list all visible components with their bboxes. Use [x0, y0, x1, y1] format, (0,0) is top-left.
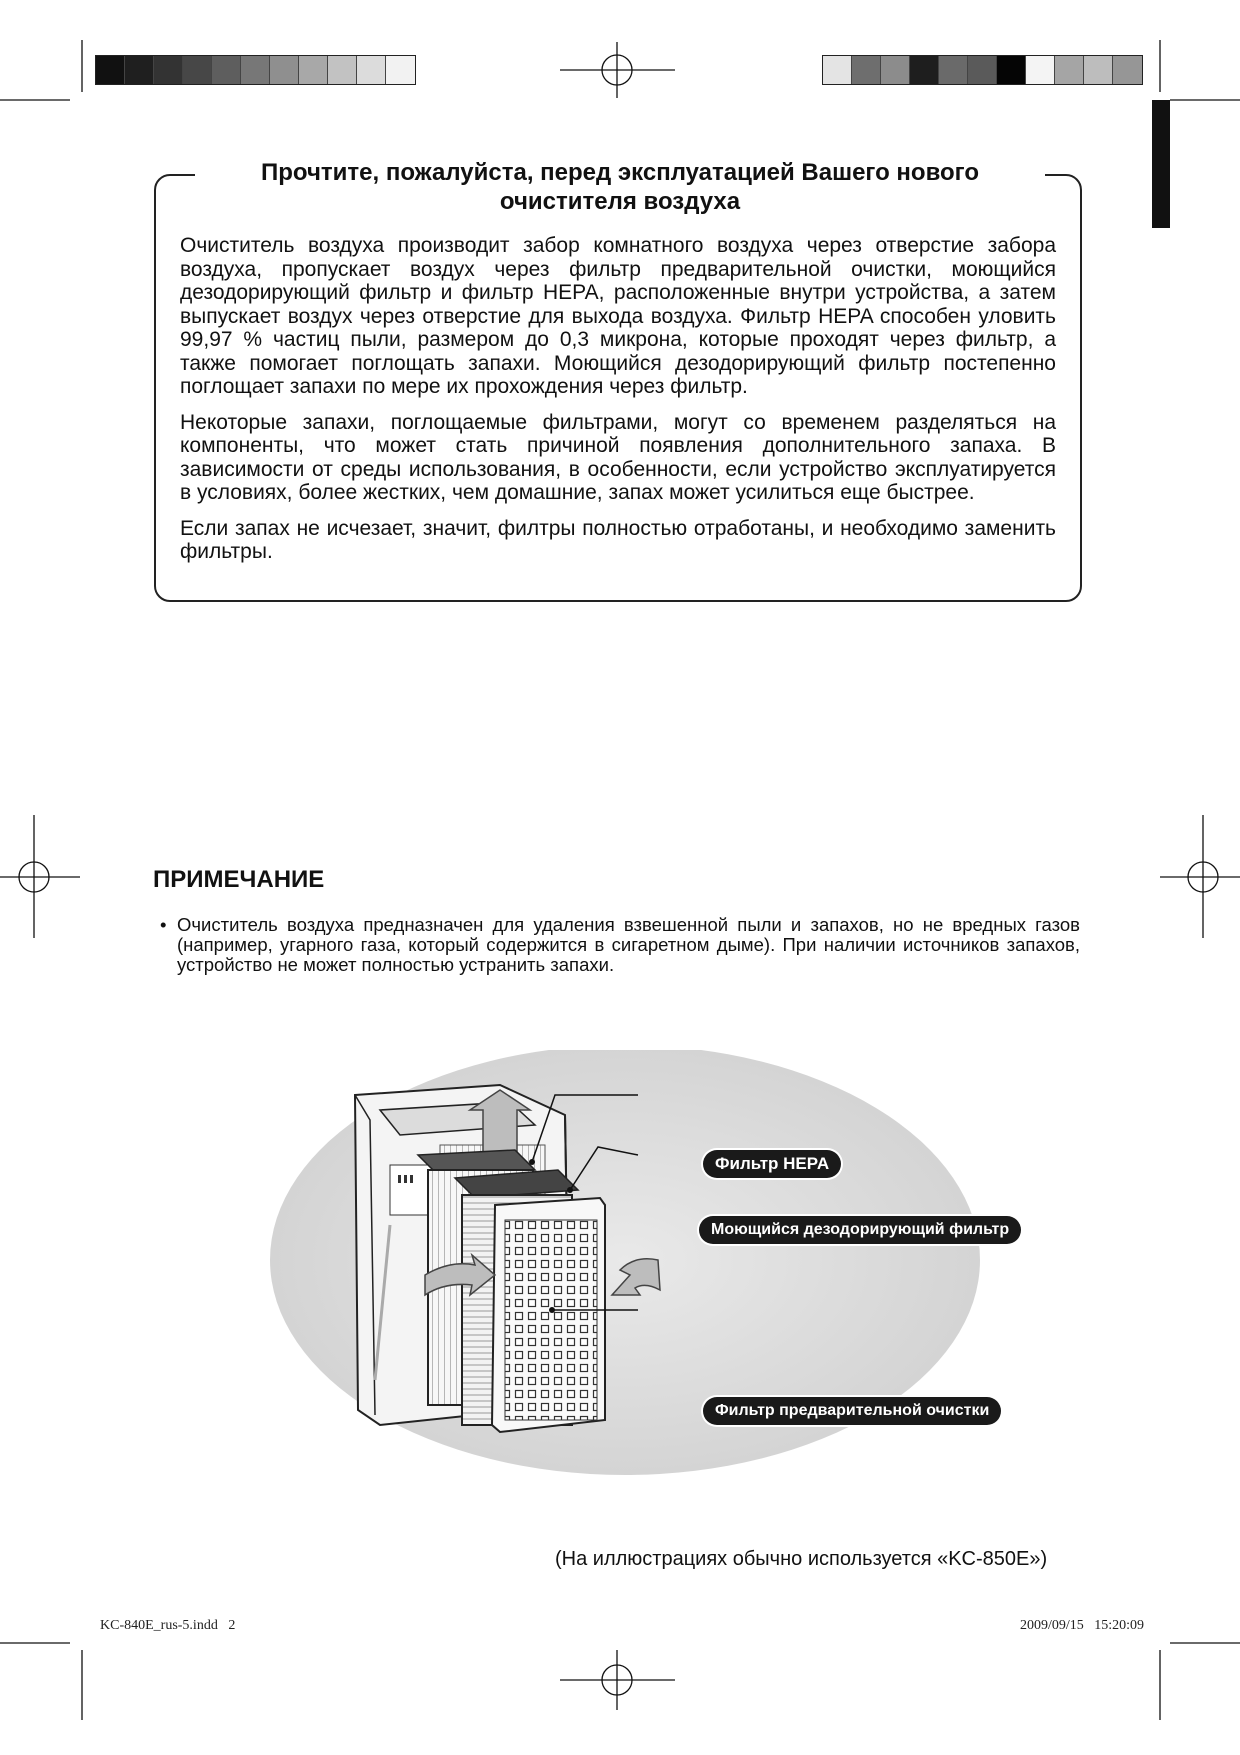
label-deodorizing-filter: Моющийся дезодорирующий фильтр — [699, 1216, 1021, 1244]
color-swatch — [1113, 56, 1142, 84]
color-swatch — [939, 56, 968, 84]
intro-text — [180, 234, 1056, 576]
color-swatch — [154, 56, 183, 84]
color-swatch — [852, 56, 881, 84]
note-list — [160, 915, 1080, 975]
color-swatch — [270, 56, 299, 84]
color-swatch — [1055, 56, 1084, 84]
intro-paragraph: Некоторые запахи, поглощаемые фильтрами, могут со временем разделяться на компоненты, что может стать причиной появления дополнительного запаха. В зависимости от среды использования, в особенности, если устройство эксплуатируется в условиях, более жестких, чем домашние, запах может усилиться еще быстрее. — [180, 410, 1056, 504]
note-heading: ПРИМЕЧАНИЕ — [153, 866, 325, 893]
color-swatch — [968, 56, 997, 84]
color-swatch — [357, 56, 386, 84]
color-swatch — [823, 56, 852, 84]
color-swatch — [1026, 56, 1055, 84]
label-pre-filter: Фильтр предварительной очистки — [703, 1397, 1001, 1425]
intro-title: Прочтите, пожалуйста, перед эксплуатацией Вашего нового очистителя воздуха — [195, 158, 1045, 216]
color-swatch — [910, 56, 939, 84]
color-bar-left — [95, 55, 416, 85]
color-swatch — [96, 56, 125, 84]
color-swatch — [212, 56, 241, 84]
note-item-text: Очиститель воздуха предназначен для удаления взвешенной пыли и запахов, но не вредных газов (например, угарного газа, который содержится в сигаретном дыме). При наличии источников запахов, устройство не может полностью устранить запахи. — [177, 914, 1080, 975]
color-bar-right — [822, 55, 1143, 85]
color-swatch — [1084, 56, 1113, 84]
footer-file-name: KC-840E_rus-5.indd 2 — [100, 1618, 236, 1633]
air-purifier-illustration — [240, 1050, 1020, 1500]
illustration-caption: (На иллюстрациях обычно используется «KC-850E») — [555, 1548, 1048, 1570]
color-swatch — [328, 56, 357, 84]
section-tab-marker — [1152, 100, 1170, 228]
color-swatch — [386, 56, 415, 84]
pre-filter — [492, 1198, 605, 1432]
color-swatch — [125, 56, 154, 84]
note-item — [160, 915, 1080, 975]
label-hepa-filter: Фильтр HEPA — [703, 1150, 841, 1178]
color-swatch — [997, 56, 1026, 84]
intro-paragraph: Если запах не исчезает, значит, филтры полностью отработаны, и необходимо заменить фильтры. — [180, 516, 1056, 563]
color-swatch — [299, 56, 328, 84]
intro-paragraph: Очиститель воздуха производит забор комнатного воздуха через отверстие забора воздуха, пропускает воздух через фильтр предварительной очистки, моющийся дезодорирующий фильтр и фильтр HEPA, расположенные внутри устройства, а затем выпускает воздух через отверстие для выхода воздуха. Фильтр HEPA способен уловить 99,97 % частиц пыли, размером до 0,3 микрона, которые проходят через фильтр, а также помогает поглощать запахи. Моющийся дезодорирующий фильтр постепенно поглощает запахи по мере их прохождения через фильтр. — [180, 234, 1056, 398]
footer-timestamp: 2009/09/15 15:20:09 — [1020, 1618, 1145, 1633]
color-swatch — [183, 56, 212, 84]
bullet-icon: • — [160, 914, 167, 935]
color-swatch — [881, 56, 910, 84]
color-swatch — [241, 56, 270, 84]
